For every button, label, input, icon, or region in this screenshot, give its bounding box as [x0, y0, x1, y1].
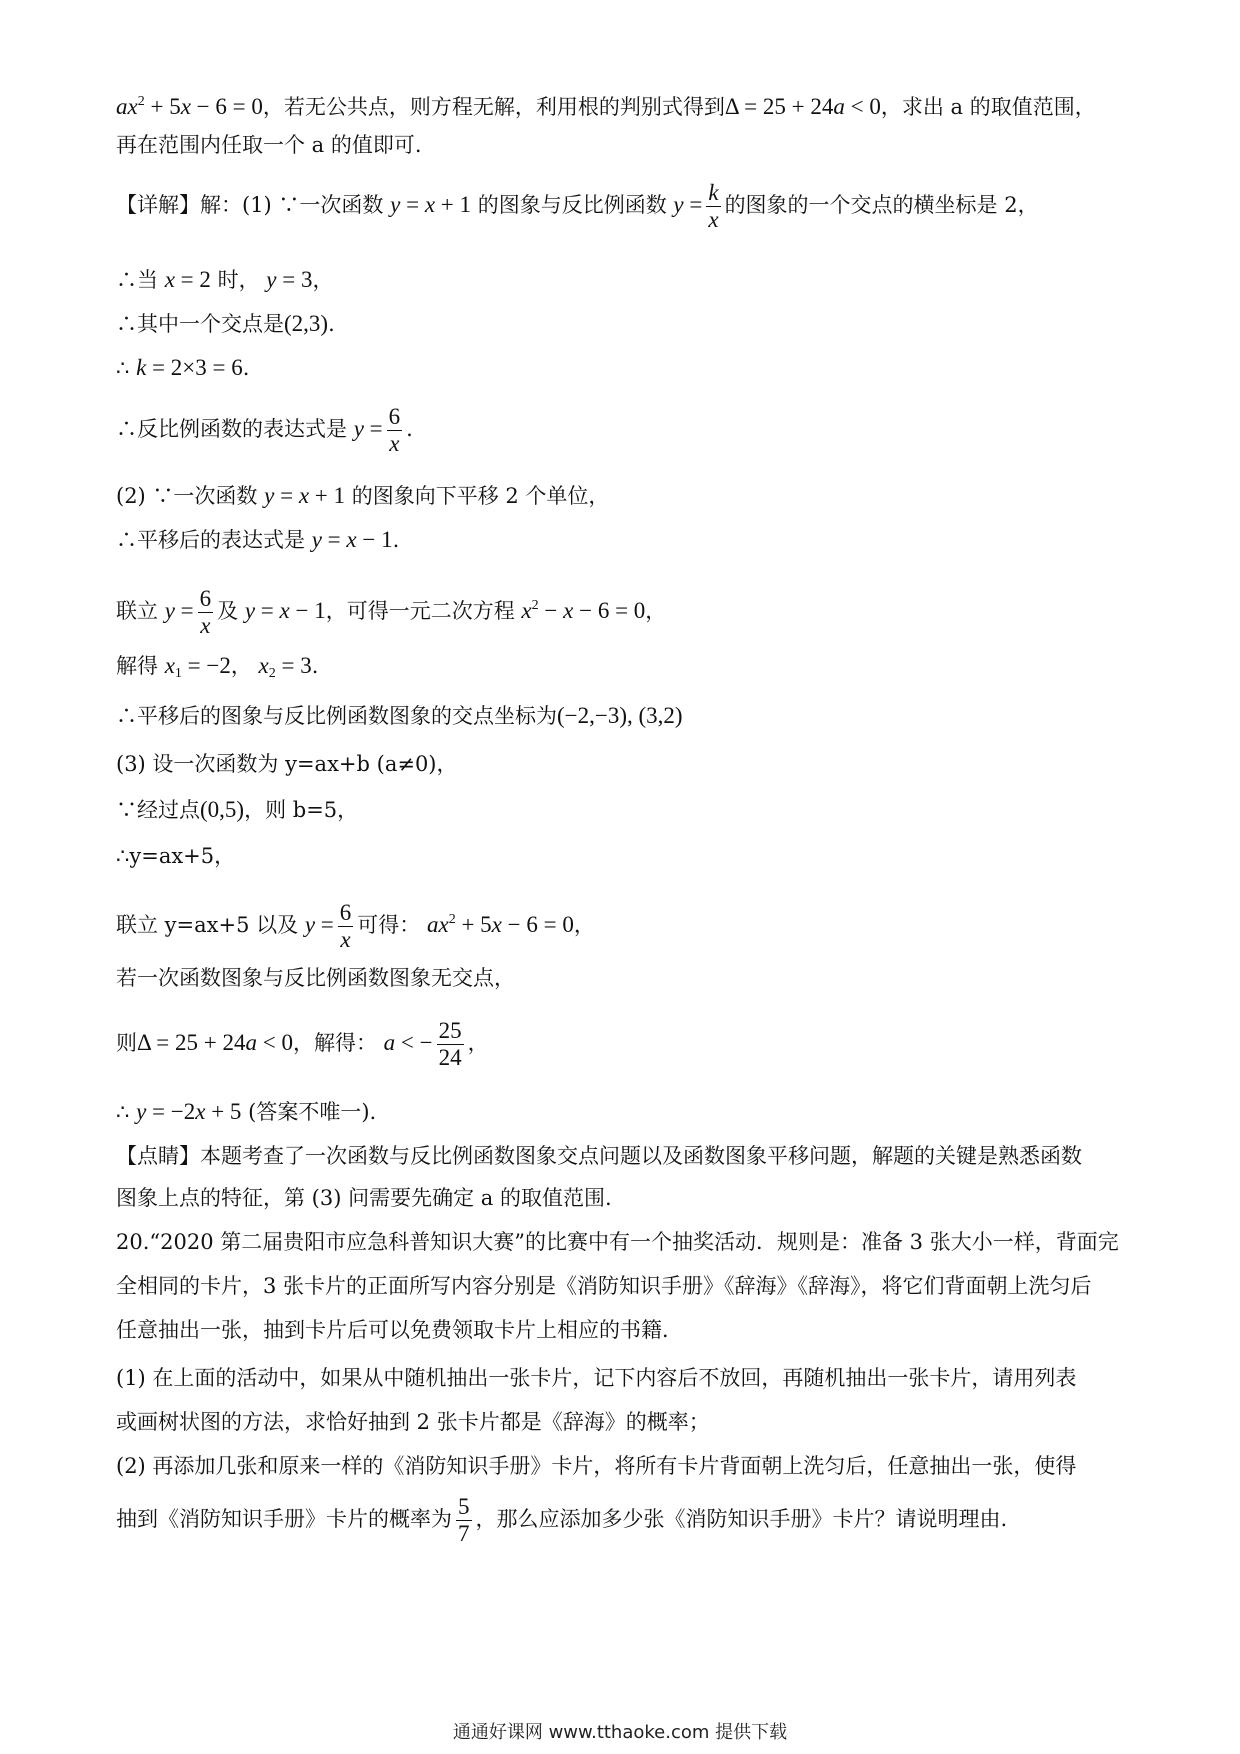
fraction: $\frac{6}{x}$	[388, 404, 401, 456]
comment-label: 【点睛】	[116, 1144, 200, 1168]
text-line: ∴ y = −2x + 5 (答案不唯一).	[116, 1099, 377, 1124]
text-line: 图象上点的特征，第 (3) 问需要先确定 a 的取值范围.	[116, 1186, 612, 1210]
detail-line: 【详解】解：(1) ∵一次函数 y = x + 1 的图象与反比例函数 y = $\frac{k}{x}$ 的图象的一个交点的横坐标是 2，	[116, 180, 1039, 232]
question-line: 全相同的卡片，3 张卡片的正面所写内容分别是《消防知识手册》《辞海》《辞海》，将它们背面朝上洗匀后	[116, 1274, 1092, 1298]
text-line: ∵经过点(0,5)，则 b=5，	[116, 797, 359, 822]
fraction: $\frac{k}{x}$	[708, 180, 719, 232]
text-line: 则Δ = 25 + 24a < 0，解得： a < − $\frac{25}{24}$ ，	[116, 1018, 489, 1070]
text-line: ∴平移后的表达式是 y = x − 1.	[116, 527, 400, 552]
text-line: ∴其中一个交点是(2,3).	[116, 311, 335, 336]
text-line: ∴y=ax+5，	[116, 844, 236, 868]
question-line: 20.“2020 第二届贵阳市应急科普知识大赛”的比赛中有一个抽奖活动．规则是：准备 3 张大小一样，背面完	[116, 1230, 1119, 1254]
text-line: 联立 y=ax+5 以及 y = $\frac{6}{x}$ 可得： $ax^2 + 5x - 6 = 0$，	[116, 900, 595, 952]
text-line: 若一次函数图象与反比例函数图象无交点，	[116, 966, 515, 990]
fraction: $\frac{6}{x}$	[199, 586, 212, 638]
text-line: 再在范围内任取一个 a 的值即可.	[116, 133, 422, 157]
text-line: (3) 设一次函数为 y=ax+b (a≠0)，	[116, 752, 458, 776]
question-line: 抽到《消防知识手册》卡片的概率为 $\frac{5}{7}$ ，那么应添加多少张《消防知识手册》卡片？请说明理由.	[116, 1494, 1008, 1546]
text-line: ∴当 x = 2 时， y = 3，	[116, 267, 334, 292]
text-line: ∴ k = 2×3 = 6.	[116, 355, 250, 380]
text-line: $ax^2 + 5x - 6 = 0$，若无公共点，则方程无解，利用根的判别式得到Δ = 25 + 24a < 0，求出 a 的取值范围，	[116, 94, 1096, 119]
text-line: 解得 $x_1 = -2$， $x_2 = 3$.	[116, 653, 319, 681]
text-line: 联立 y = $\frac{6}{x}$ 及 y = x − 1，可得一元二次方程 $x^2 - x - 6 = 0$，	[116, 586, 667, 638]
fraction: $\frac{6}{x}$	[339, 900, 352, 952]
question-line: (2) 再添加几张和原来一样的《消防知识手册》卡片，将所有卡片背面朝上洗匀后，任意抽出一张，使得	[116, 1454, 1077, 1478]
fraction: $\frac{5}{7}$	[458, 1494, 470, 1546]
text-line: (2) ∵一次函数 y = x + 1 的图象向下平移 2 个单位，	[116, 483, 610, 508]
comment-line: 【点睛】本题考查了一次函数与反比例函数图象交点问题以及函数图象平移问题，解题的关键是熟悉函数	[116, 1144, 1082, 1168]
question-line: 任意抽出一张，抽到卡片后可以免费领取卡片上相应的书籍．	[116, 1318, 683, 1342]
page-footer: 通通好课网 www.tthaoke.com 提供下载	[452, 1722, 788, 1743]
text-line: ∴反比例函数的表达式是 y = $\frac{6}{x}$ .	[116, 404, 413, 456]
fraction: $\frac{25}{24}$	[438, 1018, 462, 1070]
detail-label: 【详解】	[116, 193, 200, 217]
text-line: ∴平移后的图象与反比例函数图象的交点坐标为(−2,−3), (3,2)	[116, 703, 683, 728]
question-line: (1) 在上面的活动中，如果从中随机抽出一张卡片，记下内容后不放回，再随机抽出一张卡片，请用列表	[116, 1366, 1077, 1390]
question-line: 或画树状图的方法，求恰好抽到 2 张卡片都是《辞海》的概率；	[116, 1410, 710, 1434]
